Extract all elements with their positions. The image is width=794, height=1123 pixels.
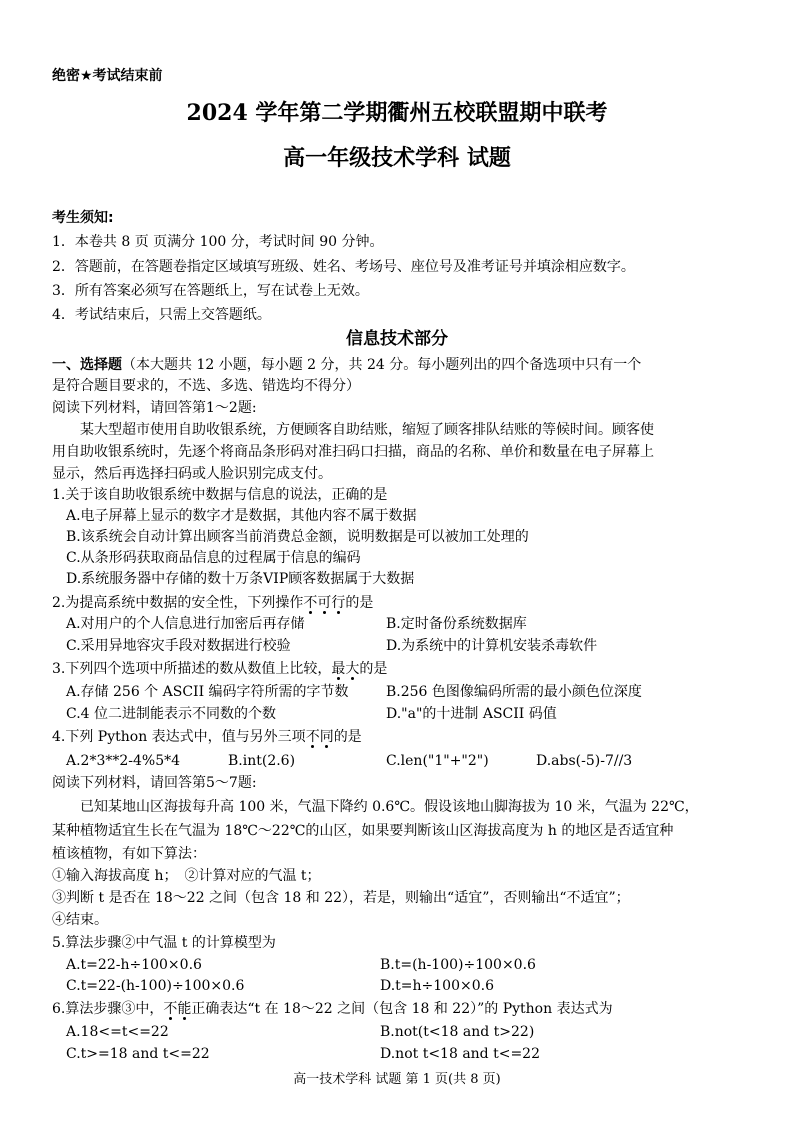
algorithm-step: ④结束。 (52, 912, 108, 928)
q4-option-b: B.int(2.6) (228, 753, 296, 769)
q1-option-c: C.从条形码获取商品信息的过程属于信息的编码 (66, 550, 361, 566)
q3-option-c: C.4 位二进制能表示不同数的个数 (66, 706, 277, 722)
notice-heading: 考生须知: (52, 210, 114, 226)
emphasis-char: 能 (177, 1001, 192, 1017)
notice-item: 4．考试结束后，只需上交答题纸。 (52, 307, 271, 323)
q4-stem-part: 的是 (333, 729, 362, 745)
emphasis-char: 不 (303, 595, 318, 611)
part1-heading (52, 355, 641, 375)
part1-heading-bold: 一、选择题 (52, 357, 122, 373)
q6-option-d: D.not t<18 and t<=22 (380, 1046, 540, 1062)
q4-stem (52, 727, 362, 747)
q2-stem-part: 的是 (345, 595, 374, 611)
emphasis-char: 同 (319, 729, 334, 745)
material2-line: 某种植物适宜生长在气温为 18℃～22℃的山区，如果要判断该山区海拔高度为 h 的地区是否适宜种 (52, 823, 674, 839)
q3-option-a: A.存储 256 个 ASCII 编码字符所需的字节数 (66, 684, 349, 700)
q5-option-d: D.t=h÷100×0.6 (380, 978, 494, 994)
q4-option-a: A.2*3**2-4%5*4 (66, 753, 181, 769)
exam-title: 2024 学年第二学期衢州五校联盟期中联考 (186, 100, 608, 126)
q6-stem (52, 999, 613, 1019)
page-footer: 高一技术学科 试题 第 1 页(共 8 页) (293, 1072, 501, 1087)
algorithm-step: ③判断 t 是否在 18～22 之间（包含 18 和 22），若是，则输出“适宜”，否则输出“不适宜”； (52, 890, 630, 906)
q3-stem-part: 3.下列四个选项中所描述的数从数值上比较， (52, 661, 332, 677)
q4-option-c: C.len("1"+"2") (386, 753, 489, 769)
notice-item: 2．答题前，在答题卷指定区域填写班级、姓名、考场号、座位号及准考证号并填涂相应数字。 (52, 259, 635, 275)
material2-line: 已知某地山区海拔每升高 100 米，气温下降约 0.6℃。假设该地山脚海拔为 10 米，气温为 22℃， (80, 799, 699, 815)
q2-option-c: C.采用异地容灾手段对数据进行校验 (66, 638, 291, 654)
q4-option-d: D.abs(-5)-7//3 (536, 753, 633, 769)
q2-stem-part: 2.为提高系统中数据的安全性，下列操作 (52, 595, 304, 611)
emphasis-char: 不 (305, 729, 320, 745)
q2-stem (52, 593, 373, 613)
algorithm-step: ①输入海拔高度 h； ②计算对应的气温 t； (52, 868, 321, 884)
part1-heading-line2: 是符合题目要求的，不选、多选、错选均不得分） (52, 378, 360, 394)
emphasis-char: 大 (345, 661, 360, 677)
exam-subtitle: 高一年级技术学科 试题 (283, 146, 511, 171)
q4-stem-part: 4.下列 Python 表达式中，值与另外三项 (52, 729, 306, 745)
q3-option-b: B.256 色图像编码所需的最小颜色位深度 (386, 684, 642, 700)
material2-intro: 阅读下列材料，请回答第5～7题: (52, 775, 257, 791)
q1-option-b: B.该系统会自动计算出顾客当前消费总金额，说明数据是可以被加工处理的 (66, 529, 529, 545)
q5-option-c: C.t=22-(h-100)÷100×0.6 (66, 978, 245, 994)
q1-option-a: A.电子屏幕上显示的数字才是数据，其他内容不属于数据 (66, 508, 417, 524)
material1-line: 某大型超市使用自助收银系统，方便顾客自助结账，缩短了顾客排队结账的等候时间。顾客使 (80, 422, 654, 438)
q1-option-d: D.系统服务器中存储的数十万条VIP顾客数据属于大数据 (66, 571, 415, 587)
material1-line: 用自助收银系统时，先逐个将商品条形码对准扫码口扫描，商品的名称、单价和数量在电子屏幕上 (52, 444, 654, 460)
emphasis-char: 行 (331, 595, 346, 611)
notice-item: 1．本卷共 8 页 页满分 100 分，考试时间 90 分钟。 (52, 234, 384, 250)
q2-option-d: D.为系统中的计算机安装杀毒软件 (386, 638, 598, 654)
part1-heading-rest: （本大题共 12 小题，每小题 2 分，共 24 分。每小题列出的四个备选项中只有一个 (122, 357, 642, 373)
q6-option-b: B.not(t<18 and t>22) (380, 1024, 535, 1040)
emphasis-char: 可 (317, 595, 332, 611)
q6-option-a: A.18<=t<=22 (66, 1024, 169, 1040)
q6-stem-part: 正确表达“t 在 18～22 之间（包含 18 和 22）”的 Python 表达式为 (191, 1001, 613, 1017)
q3-option-d: D."a"的十进制 ASCII 码值 (386, 706, 557, 722)
material1-line: 显示，然后再选择扫码或人脸识别完成支付。 (52, 466, 332, 482)
q2-option-a: A.对用户的个人信息进行加密后再存储 (66, 616, 305, 632)
material1-intro: 阅读下列材料，请回答第1～2题: (52, 400, 257, 416)
q5-option-a: A.t=22-h÷100×0.6 (66, 957, 202, 973)
q5-stem: 5.算法步骤②中气温 t 的计算模型为 (52, 935, 276, 951)
section-title: 信息技术部分 (346, 329, 448, 349)
q5-option-b: B.t=(h-100)÷100×0.6 (380, 957, 536, 973)
confidential-label: 绝密★考试结束前 (52, 68, 163, 84)
notice-item: 3．所有答案必须写在答题纸上，写在试卷上无效。 (52, 283, 369, 299)
q2-option-b: B.定时备份系统数据库 (386, 616, 527, 632)
emphasis-char: 最 (331, 661, 346, 677)
q3-stem (52, 659, 387, 679)
q6-stem-part: 6.算法步骤③中， (52, 1001, 164, 1017)
q6-option-c: C.t>=18 and t<=22 (66, 1046, 210, 1062)
q3-stem-part: 的是 (359, 661, 388, 677)
material2-line: 植该植物，有如下算法： (52, 846, 206, 862)
emphasis-char: 不 (163, 1001, 178, 1017)
q1-stem: 1.关于该自助收银系统中数据与信息的说法，正确的是 (52, 487, 388, 503)
